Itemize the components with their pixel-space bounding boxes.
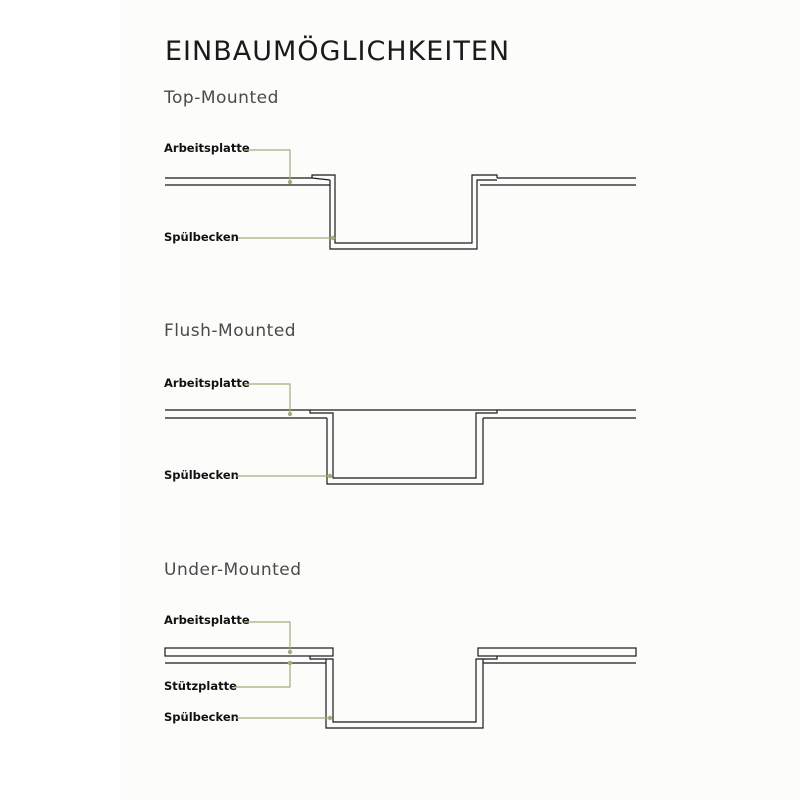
label-stuetzplatte-under: Stützplatte — [164, 679, 237, 693]
sink-outer-profile — [310, 656, 497, 722]
leader-stuetzplatte-under — [234, 663, 290, 687]
label-arbeitsplatte-flush: Arbeitsplatte — [164, 376, 250, 390]
countertop-left — [165, 648, 333, 656]
leader-dot-arbeitsplatte-flush — [288, 412, 291, 415]
label-arbeitsplatte-top: Arbeitsplatte — [164, 141, 250, 155]
sink-outer-profile — [310, 410, 497, 478]
leader-arbeitsplatte-top — [244, 150, 290, 182]
sink-rim-left — [312, 178, 330, 180]
flush-mounted-drawing — [165, 410, 636, 484]
page-title: EINBAUMÖGLICHKEITEN — [165, 36, 511, 67]
section-title-flush-mounted: Flush-Mounted — [164, 321, 297, 341]
sink-inner-profile — [327, 418, 483, 484]
sink-outer-profile — [312, 175, 497, 243]
leader-dot-stuetzplatte-under — [288, 661, 291, 664]
section-title-top-mounted: Top-Mounted — [164, 88, 279, 108]
under-mounted-drawing — [165, 648, 636, 728]
label-spuelbecken-under: Spülbecken — [164, 710, 239, 724]
label-arbeitsplatte-under: Arbeitsplatte — [164, 613, 250, 627]
section-title-under-mounted: Under-Mounted — [164, 560, 302, 580]
top-mounted-drawing — [165, 175, 636, 249]
leader-dot-arbeitsplatte-under — [288, 650, 291, 653]
leader-dot-spuelbecken-under — [328, 716, 331, 719]
leader-lines — [234, 150, 335, 720]
sink-inner-profile — [326, 659, 483, 728]
label-spuelbecken-flush: Spülbecken — [164, 468, 239, 482]
drawing-lines — [165, 175, 636, 728]
leader-dot-arbeitsplatte-top — [288, 180, 291, 183]
leader-dot-spuelbecken-flush — [328, 474, 331, 477]
leader-dot-spuelbecken-top — [331, 236, 334, 239]
countertop-right — [478, 648, 636, 656]
label-spuelbecken-top: Spülbecken — [164, 230, 239, 244]
